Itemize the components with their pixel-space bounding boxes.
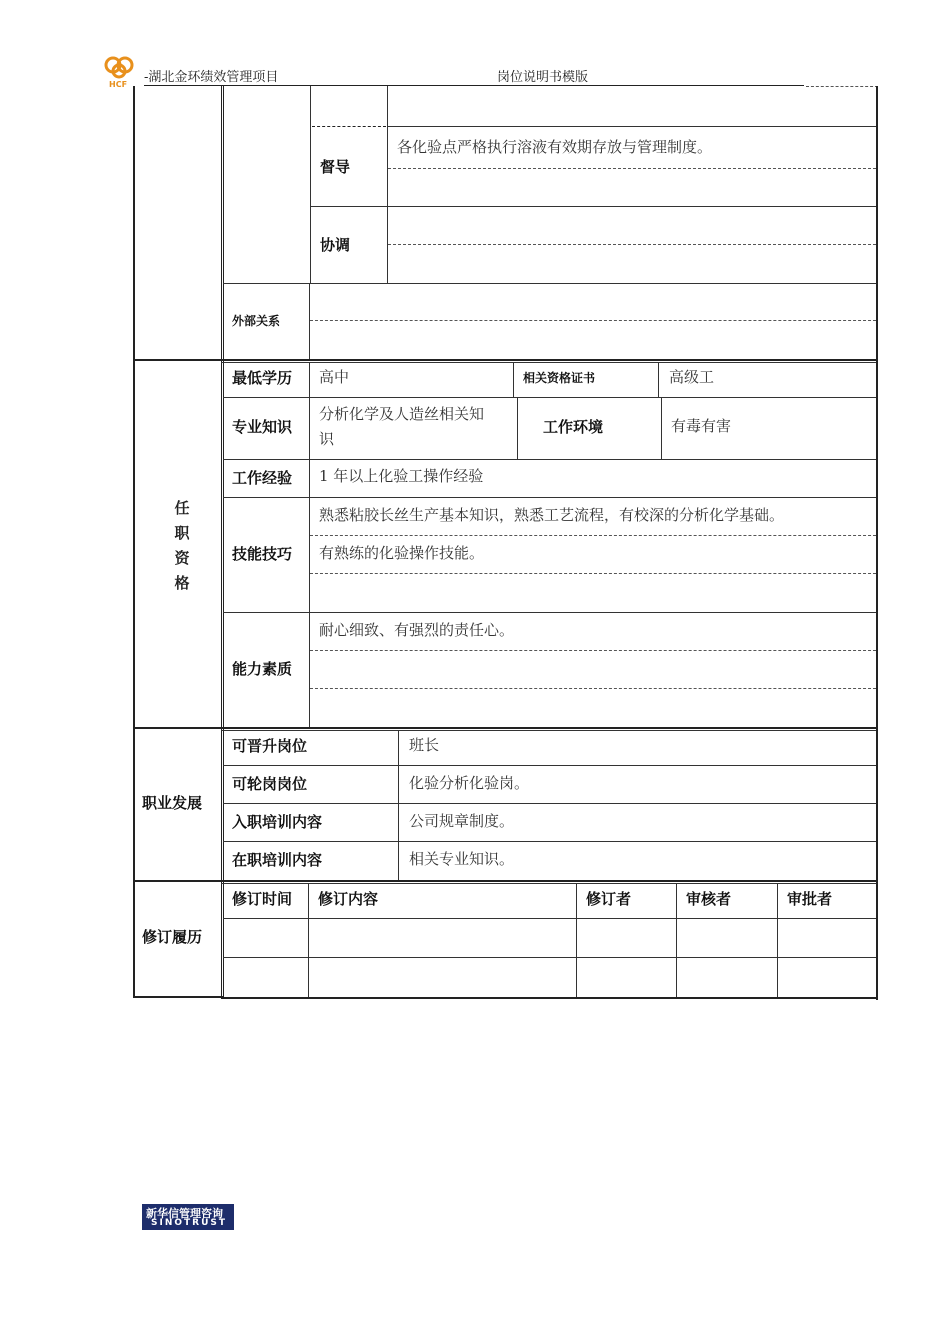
document-title: 岗位说明书模版 xyxy=(497,70,589,85)
experience-value: 1 年以上化验工操作经验 xyxy=(319,467,484,485)
certificate-label: 相关资格证书 xyxy=(523,371,596,385)
logo-text: HCF xyxy=(109,80,128,89)
skills-value-line1: 熟悉粘胶长丝生产基本知识，熟悉工艺流程，有校深的分析化学基础。 xyxy=(319,506,785,524)
frame-left xyxy=(133,86,135,997)
rotation-label: 可轮岗岗位 xyxy=(232,775,308,793)
rotation-value: 化验分析化验岗。 xyxy=(409,774,530,792)
environment-value: 有毒有害 xyxy=(671,417,732,435)
footer-logo-cn: 新华信管理咨询 xyxy=(146,1207,223,1220)
promotion-value: 班长 xyxy=(409,736,440,754)
revision-section-label: 修订履历 xyxy=(142,928,203,946)
knowledge-value-line2: 识 xyxy=(319,430,335,448)
ability-value-line1: 耐心细致、有强烈的责任心。 xyxy=(319,621,515,639)
revision-col-reviewer: 审核者 xyxy=(686,890,732,908)
project-title: -湖北金环绩效管理项目 xyxy=(144,70,279,85)
experience-label: 工作经验 xyxy=(232,469,293,487)
footer-logo-en: SINOTRUST xyxy=(151,1218,228,1228)
revision-col-reviser: 修订者 xyxy=(586,890,632,908)
frame-right xyxy=(876,86,878,1000)
skills-value-line2: 有熟练的化验操作技能。 xyxy=(319,544,485,562)
environment-label: 工作环境 xyxy=(543,418,604,436)
ability-label: 能力素质 xyxy=(232,660,293,678)
knowledge-value-line1: 分析化学及人造丝相关知 xyxy=(319,405,485,423)
supervise-text: 各化验点严格执行溶液有效期存放与管理制度。 xyxy=(397,138,713,156)
table-bottom-border xyxy=(133,996,223,998)
revision-col-content: 修订内容 xyxy=(318,890,379,908)
external-relations-label: 外部关系 xyxy=(232,314,281,328)
onjob-training-label: 在职培训内容 xyxy=(232,851,323,869)
footer-logo xyxy=(142,1204,234,1230)
education-value: 高中 xyxy=(319,368,350,386)
supervise-label: 督导 xyxy=(320,158,351,176)
coordinate-label: 协调 xyxy=(320,236,351,254)
induction-training-label: 入职培训内容 xyxy=(232,813,323,831)
header-dash xyxy=(806,86,878,87)
induction-training-value: 公司规章制度。 xyxy=(409,812,515,830)
promotion-label: 可晋升岗位 xyxy=(232,737,308,755)
revision-col-time: 修订时间 xyxy=(232,890,293,908)
revision-col-approver: 审批者 xyxy=(787,890,833,908)
onjob-training-value: 相关专业知识。 xyxy=(409,850,515,868)
header-underline xyxy=(144,85,804,86)
knowledge-label: 专业知识 xyxy=(232,418,293,436)
education-label: 最低学历 xyxy=(232,369,293,387)
skills-label: 技能技巧 xyxy=(232,545,293,563)
certificate-value: 高级工 xyxy=(669,368,715,386)
company-logo xyxy=(100,54,140,90)
qualification-section-label: 任 职 资 格 xyxy=(174,499,190,592)
career-section-label: 职业发展 xyxy=(142,794,203,812)
